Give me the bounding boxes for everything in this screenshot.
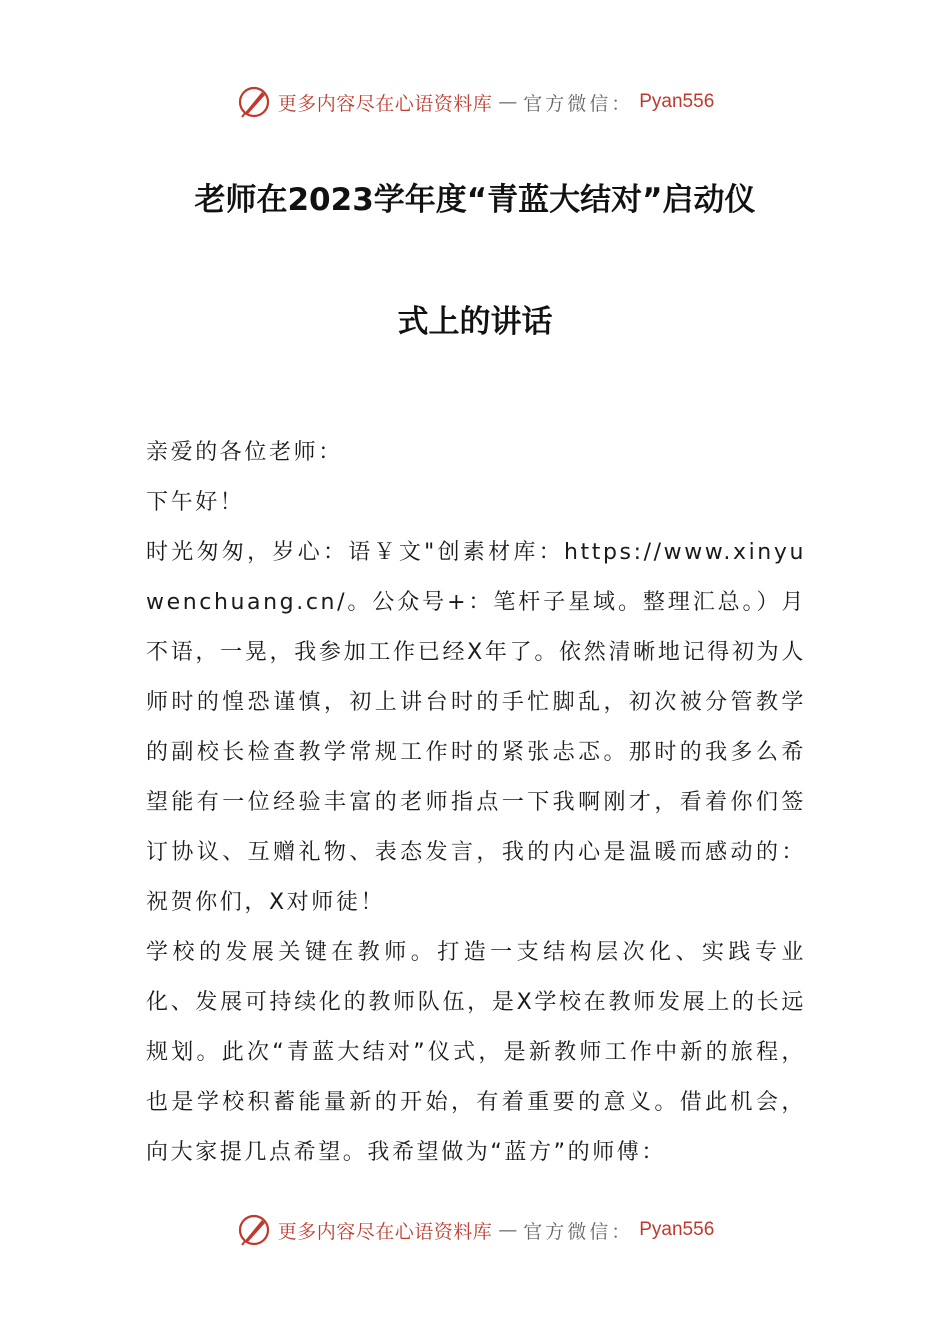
banner-wechat-id: Pyan556 — [639, 91, 715, 112]
body-paragraph-2: 学校的发展关键在教师。打造一支结构层次化、实践专业化、发展可持续化的教师队伍，是X学校在教师发展上的长远规划。此次“青蓝大结对”仪式，是新教师工作中新的旅程，也是学校积蓄能量新的开始，有着重要的意义。借此机会，向大家提几点希望。我希望做为“蓝方”的师傅： — [146, 940, 806, 1165]
banner-separator: — — [498, 1219, 518, 1241]
banner-wechat-id: Pyan556 — [639, 1219, 715, 1240]
banner-brand-text: 更多内容尽在心语资料库 — [277, 1220, 493, 1243]
quill-pen-logo-icon — [236, 1212, 272, 1248]
banner-separator: — — [498, 91, 518, 113]
salutation-paragraph: 亲爱的各位老师： — [146, 440, 343, 465]
body-paragraph-1: 时光匆匆，岁心：语￥文"创素材库：https://www.xinyuwenchuang.cn/。公众号+：笔杆子星域。整理汇总。）月不语，一晃，我参加工作已经X年了。依然清晰地记得初为人师时的惶恐谨慎，初上讲台时的手忙脚乱，初次被分管教学的副校长检查教学常规工作时的紧张忐忑。那时的我多么希望能有一位经验丰富的老师指点一下我啊刚才，看着你们签订协议、互赠礼物、表态发言，我的内心是温暖而感动的：祝贺你们，X对师徒！ — [146, 540, 806, 915]
document-body — [146, 428, 806, 1178]
banner-brand-text: 更多内容尽在心语资料库 — [277, 92, 493, 115]
greeting-paragraph: 下午好！ — [146, 490, 245, 515]
banner-official-label: 官方微信： — [523, 1220, 634, 1243]
document-title-line-1: 老师在2023学年度“青蓝大结对”启动仪 — [194, 182, 756, 218]
quill-pen-logo-icon — [236, 84, 272, 120]
banner-official-label: 官方微信： — [523, 92, 634, 115]
header-banner — [0, 82, 950, 122]
footer-banner — [0, 1210, 950, 1250]
document-title-line-2: 式上的讲话 — [397, 304, 553, 340]
